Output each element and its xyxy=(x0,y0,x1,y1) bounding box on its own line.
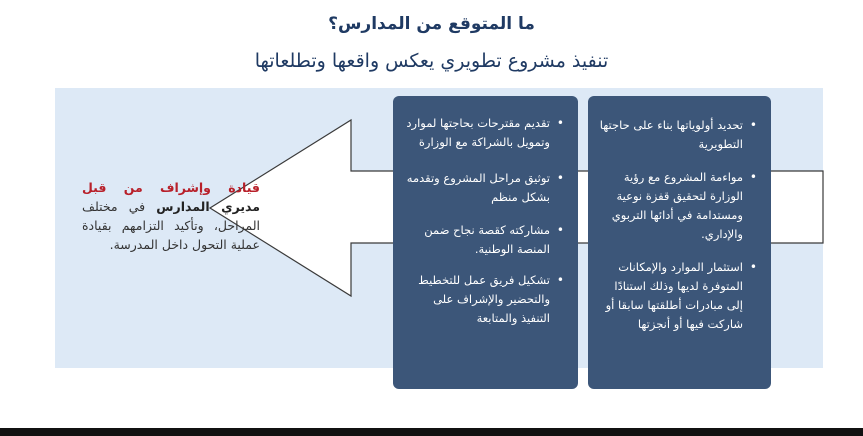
lead-paragraph xyxy=(82,178,260,254)
expectations-box-right xyxy=(588,96,771,389)
list-item: • تحديد أولوياتها بناء على حاجتها التطويرية xyxy=(598,116,759,154)
list-item: • مواءمة المشروع مع رؤية الوزارة لتحقيق قفزة نوعية ومستدامة في أدائها التربوي والإداري. xyxy=(598,168,759,244)
list-item: • توثيق مراحل المشروع وتقدمه بشكل منظم xyxy=(403,169,566,207)
expectations-box-middle xyxy=(393,96,578,389)
lead-rest: في مختلف المراحل، وتأكيد التزامهم بقيادة عملية التحول داخل المدرسة. xyxy=(82,199,260,252)
page-subtitle: تنفيذ مشروع تطويري يعكس واقعها وتطلعاتها xyxy=(254,50,609,72)
middle-box-list xyxy=(403,114,566,328)
right-box-list xyxy=(598,116,759,334)
page-title: ما المتوقع من المدارس؟ xyxy=(328,14,535,34)
list-item: • تشكيل فريق عمل للتخطيط والتحضير والإشراف على التنفيذ والمتابعة xyxy=(403,271,566,328)
list-item: • تقديم مقترحات بحاجتها لموارد وتمويل بالشراكة مع الوزارة xyxy=(403,114,566,152)
lead-bold: مديري المدارس xyxy=(156,199,261,214)
bottom-divider xyxy=(0,428,863,436)
list-item: • مشاركته كقصة نجاح ضمن المنصة الوطنية. xyxy=(403,221,566,259)
lead-highlight: قيادة وإشراف من قبل xyxy=(82,180,260,195)
list-item: • استثمار الموارد والإمكانات المتوفرة لديها وذلك استنادًا إلى مبادرات أطلقتها سابقا أو شاركت فيها أو أنجزتها xyxy=(598,258,759,334)
